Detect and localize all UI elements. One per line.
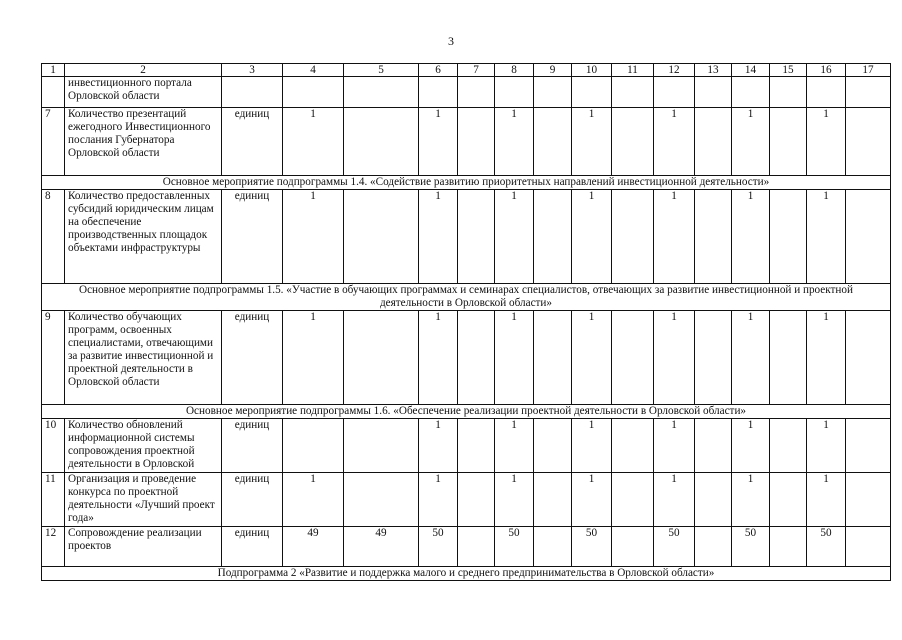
indicator-value — [534, 473, 572, 527]
indicator-value — [458, 311, 495, 405]
indicator-value: 50 — [807, 527, 846, 567]
column-header-11: 11 — [612, 64, 654, 77]
indicator-value — [846, 77, 891, 108]
indicator-value — [495, 77, 534, 108]
row-number: 9 — [42, 311, 65, 405]
indicator-value: 1 — [807, 108, 846, 176]
table-row — [42, 527, 891, 567]
indicator-value: 1 — [732, 108, 770, 176]
indicator-value — [846, 311, 891, 405]
indicator-value — [458, 108, 495, 176]
indicator-value — [458, 77, 495, 108]
indicator-value: 1 — [283, 473, 344, 527]
indicator-name: Количество обновлений информационной системы сопровождения проектной деятельности в Орловской — [65, 419, 222, 473]
indicator-value: 1 — [495, 473, 534, 527]
indicator-value: 1 — [654, 473, 695, 527]
indicator-value — [534, 108, 572, 176]
column-header-10: 10 — [572, 64, 612, 77]
indicator-value — [612, 77, 654, 108]
indicator-value: 1 — [283, 190, 344, 284]
column-number-header-row — [42, 64, 891, 77]
column-header-3: 3 — [222, 64, 283, 77]
indicator-value — [846, 419, 891, 473]
unit-of-measure — [222, 77, 283, 108]
indicator-value: 1 — [807, 419, 846, 473]
indicator-value — [695, 419, 732, 473]
indicator-value: 1 — [732, 311, 770, 405]
table-row — [42, 190, 891, 284]
indicator-value — [770, 527, 807, 567]
table-row — [42, 77, 891, 108]
unit-of-measure: единиц — [222, 311, 283, 405]
indicator-value: 49 — [283, 527, 344, 567]
row-number: 12 — [42, 527, 65, 567]
indicator-value: 1 — [732, 190, 770, 284]
indicator-value — [344, 108, 419, 176]
indicator-value — [534, 77, 572, 108]
indicator-value — [770, 108, 807, 176]
indicator-value — [612, 473, 654, 527]
indicator-value — [695, 190, 732, 284]
indicator-value — [419, 77, 458, 108]
section-row — [42, 284, 891, 311]
indicator-value — [770, 77, 807, 108]
indicator-value: 50 — [654, 527, 695, 567]
section-row — [42, 567, 891, 581]
indicator-name: инвестиционного портала Орловской области — [65, 77, 222, 108]
indicator-value — [458, 527, 495, 567]
column-header-9: 9 — [534, 64, 572, 77]
column-header-13: 13 — [695, 64, 732, 77]
indicator-value — [695, 311, 732, 405]
indicator-name: Количество презентаций ежегодного Инвестиционного послания Губернатора Орловской области — [65, 108, 222, 176]
indicator-value — [458, 419, 495, 473]
indicator-value: 1 — [572, 108, 612, 176]
section-title: Основное мероприятие подпрограммы 1.6. «Обеспечение реализации проектной деятельности в Орловской области» — [42, 405, 891, 419]
indicator-value: 1 — [807, 190, 846, 284]
column-header-14: 14 — [732, 64, 770, 77]
indicator-value — [846, 108, 891, 176]
column-header-1: 1 — [42, 64, 65, 77]
indicator-value: 1 — [419, 419, 458, 473]
section-row — [42, 176, 891, 190]
indicator-value: 50 — [732, 527, 770, 567]
column-header-4: 4 — [283, 64, 344, 77]
indicator-value — [695, 108, 732, 176]
unit-of-measure: единиц — [222, 108, 283, 176]
indicator-value: 1 — [419, 108, 458, 176]
indicator-value — [458, 190, 495, 284]
indicator-name: Количество обучающих программ, освоенных специалистами, отвечающими за развитие инвестиционной и проектной деятельности в Орловской области — [65, 311, 222, 405]
row-number: 7 — [42, 108, 65, 176]
column-header-17: 17 — [846, 64, 891, 77]
indicator-value — [695, 77, 732, 108]
indicator-value — [654, 77, 695, 108]
indicator-name: Количество предоставленных субсидий юридическим лицам на обеспечение производственных площадок объектами инфраструктуры — [65, 190, 222, 284]
table-row — [42, 108, 891, 176]
indicator-value — [344, 190, 419, 284]
table-row — [42, 419, 891, 473]
section-title: Основное мероприятие подпрограммы 1.4. «Содействие развитию приоритетных направлений инвестиционной деятельности» — [42, 176, 891, 190]
indicator-value — [572, 77, 612, 108]
indicator-value — [695, 473, 732, 527]
indicator-value — [846, 473, 891, 527]
indicator-value — [732, 77, 770, 108]
indicator-name: Организация и проведение конкурса по проектной деятельности «Лучший проект года» — [65, 473, 222, 527]
indicator-value — [534, 527, 572, 567]
indicator-value: 1 — [807, 311, 846, 405]
indicator-value — [612, 311, 654, 405]
indicator-value — [807, 77, 846, 108]
indicator-value: 1 — [654, 311, 695, 405]
column-header-16: 16 — [807, 64, 846, 77]
indicator-value: 49 — [344, 527, 419, 567]
row-number: 11 — [42, 473, 65, 527]
indicator-value — [770, 190, 807, 284]
indicator-value: 1 — [495, 311, 534, 405]
indicator-value: 1 — [654, 419, 695, 473]
indicator-value — [458, 473, 495, 527]
unit-of-measure: единиц — [222, 419, 283, 473]
row-number: 10 — [42, 419, 65, 473]
indicator-value: 50 — [572, 527, 612, 567]
table-row — [42, 311, 891, 405]
indicator-name: Сопровождение реализации проектов — [65, 527, 222, 567]
column-header-7: 7 — [458, 64, 495, 77]
row-number: 8 — [42, 190, 65, 284]
indicator-value: 1 — [654, 190, 695, 284]
indicator-value: 1 — [283, 311, 344, 405]
indicator-value — [612, 108, 654, 176]
indicator-value: 1 — [572, 190, 612, 284]
section-title: Подпрограмма 2 «Развитие и поддержка малого и среднего предпринимательства в Орловской области» — [42, 567, 891, 581]
indicator-value — [283, 419, 344, 473]
indicator-value: 1 — [654, 108, 695, 176]
indicators-table — [41, 63, 891, 581]
indicator-value — [344, 419, 419, 473]
section-row — [42, 405, 891, 419]
page-number: 3 — [448, 34, 454, 48]
indicator-value: 1 — [419, 190, 458, 284]
indicator-value — [846, 527, 891, 567]
indicator-value — [534, 190, 572, 284]
indicator-value: 1 — [495, 108, 534, 176]
indicator-value: 1 — [732, 473, 770, 527]
indicator-value — [283, 77, 344, 108]
table-row — [42, 473, 891, 527]
column-header-5: 5 — [344, 64, 419, 77]
indicator-value: 50 — [419, 527, 458, 567]
indicator-value — [612, 419, 654, 473]
indicator-value — [695, 527, 732, 567]
column-header-15: 15 — [770, 64, 807, 77]
indicator-value: 1 — [572, 311, 612, 405]
indicator-value — [612, 190, 654, 284]
column-header-12: 12 — [654, 64, 695, 77]
table-body — [42, 77, 891, 581]
indicator-value: 1 — [495, 190, 534, 284]
unit-of-measure: единиц — [222, 190, 283, 284]
unit-of-measure: единиц — [222, 473, 283, 527]
indicator-value: 1 — [283, 108, 344, 176]
indicator-value: 1 — [807, 473, 846, 527]
unit-of-measure: единиц — [222, 527, 283, 567]
indicator-value: 1 — [495, 419, 534, 473]
indicator-value — [846, 190, 891, 284]
indicator-value — [770, 473, 807, 527]
indicator-value: 1 — [732, 419, 770, 473]
indicator-value — [770, 311, 807, 405]
row-number — [42, 77, 65, 108]
indicator-value — [344, 311, 419, 405]
column-header-2: 2 — [65, 64, 222, 77]
indicator-value — [534, 419, 572, 473]
indicator-value: 1 — [572, 419, 612, 473]
indicator-value — [344, 473, 419, 527]
indicator-value: 1 — [419, 311, 458, 405]
indicator-value — [612, 527, 654, 567]
indicator-value — [344, 77, 419, 108]
section-title: Основное мероприятие подпрограммы 1.5. «Участие в обучающих программах и семинарах специалистов, отвечающих за развитие инвестиционной и проектной деятельности в Орловской области» — [42, 284, 891, 311]
indicator-value: 1 — [572, 473, 612, 527]
indicator-value — [534, 311, 572, 405]
indicator-value: 50 — [495, 527, 534, 567]
column-header-6: 6 — [419, 64, 458, 77]
indicator-value — [770, 419, 807, 473]
column-header-8: 8 — [495, 64, 534, 77]
indicator-value: 1 — [419, 473, 458, 527]
